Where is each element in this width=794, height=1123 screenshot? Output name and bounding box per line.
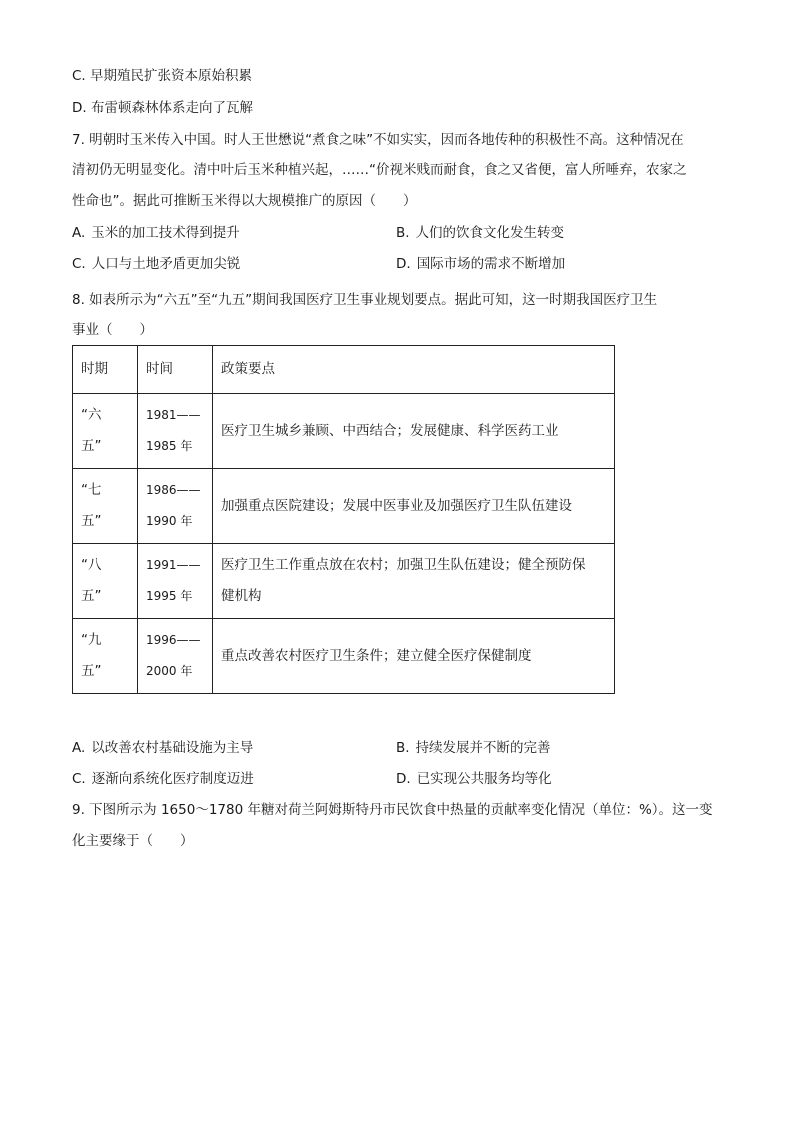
option-text: 玉米的加工技术得到提升 (91, 225, 240, 241)
option-letter: B. (396, 740, 410, 756)
policy-cell: 重点改善农村医疗卫生条件；建立健全医疗保健制度 (213, 619, 615, 694)
q8-option-c (72, 769, 254, 789)
option-text: 逐渐向系统化医疗制度迈进 (91, 771, 254, 787)
option-letter: A. (72, 225, 86, 241)
policy-cell: 加强重点医院建设；发展中医事业及加强医疗卫生队伍建设 (213, 469, 615, 544)
q8-option-d (396, 769, 552, 789)
table-row (73, 619, 615, 694)
policy-table (72, 345, 615, 694)
period-cell: “八 五” (73, 544, 138, 619)
table-row (73, 394, 615, 469)
q7-option-c (72, 254, 240, 274)
period-cell: “九 五” (73, 619, 138, 694)
option-letter: A. (72, 740, 86, 756)
q6-option-c: C. 早期殖民扩张资本原始积累 (72, 68, 253, 84)
option-text: 人们的饮食文化发生转变 (415, 225, 565, 241)
q7-option-a (72, 223, 240, 243)
option-text: 人口与土地矛盾更加尖锐 (91, 256, 241, 272)
option-letter: C. (72, 771, 86, 787)
option-text: 国际市场的需求不断增加 (416, 256, 566, 272)
q7-option-d (396, 254, 565, 274)
q7-stem-line-3: 性命也”。据此可推断玉米得以大规模推广的原因（ ） (72, 193, 417, 209)
q7-stem-line-2: 清初仍无明显变化。清中叶后玉米种植兴起，……“价视米贱而耐食，食之又省便，富人所唾弃，农家之 (72, 162, 687, 178)
time-cell: 1996—— 2000 年 (138, 619, 213, 694)
q9-stem-line-2: 化主要缘于（ ） (72, 833, 194, 849)
header-period: 时期 (73, 346, 138, 394)
table-header-row (73, 346, 615, 394)
option-letter: D. (396, 256, 411, 272)
q7-stem-line-1: 7. 明朝时玉米传入中国。时人王世懋说“煮食之味”不如实实，因而各地传种的积极性不高。这种情况在 (72, 132, 684, 148)
time-cell: 1991—— 1995 年 (138, 544, 213, 619)
q9-stem-line-1: 9. 下图所示为 1650～1780 年糖对荷兰阿姆斯特丹市民饮食中热量的贡献率变化情况（单位：%）。这一变 (72, 802, 713, 818)
table-row (73, 469, 615, 544)
period-cell: “七 五” (73, 469, 138, 544)
q8-stem-line-2: 事业（ ） (72, 322, 153, 338)
option-letter: B. (396, 225, 410, 241)
time-cell: 1986—— 1990 年 (138, 469, 213, 544)
option-text: 以改善农村基础设施为主导 (91, 740, 254, 756)
header-policy: 政策要点 (213, 346, 615, 394)
option-text: 已实现公共服务均等化 (416, 771, 552, 787)
period-cell: “六 五” (73, 394, 138, 469)
option-letter: C. (72, 256, 86, 272)
q8-stem-line-1: 8. 如表所示为“六五”至“九五”期间我国医疗卫生事业规划要点。据此可知，这一时期我国医疗卫生 (72, 292, 658, 308)
q7-option-b (396, 223, 564, 243)
q8-option-b (396, 738, 551, 758)
q6-option-d: D. 布雷顿森林体系走向了瓦解 (72, 100, 253, 116)
header-time: 时间 (138, 346, 213, 394)
time-cell: 1981—— 1985 年 (138, 394, 213, 469)
policy-cell: 医疗卫生城乡兼顾、中西结合；发展健康、科学医药工业 (213, 394, 615, 469)
q8-option-a (72, 738, 253, 758)
table-row (73, 544, 615, 619)
option-letter: D. (396, 771, 411, 787)
policy-cell: 医疗卫生工作重点放在农村；加强卫生队伍建设；健全预防保 健机构 (213, 544, 615, 619)
option-text: 持续发展并不断的完善 (415, 740, 551, 756)
